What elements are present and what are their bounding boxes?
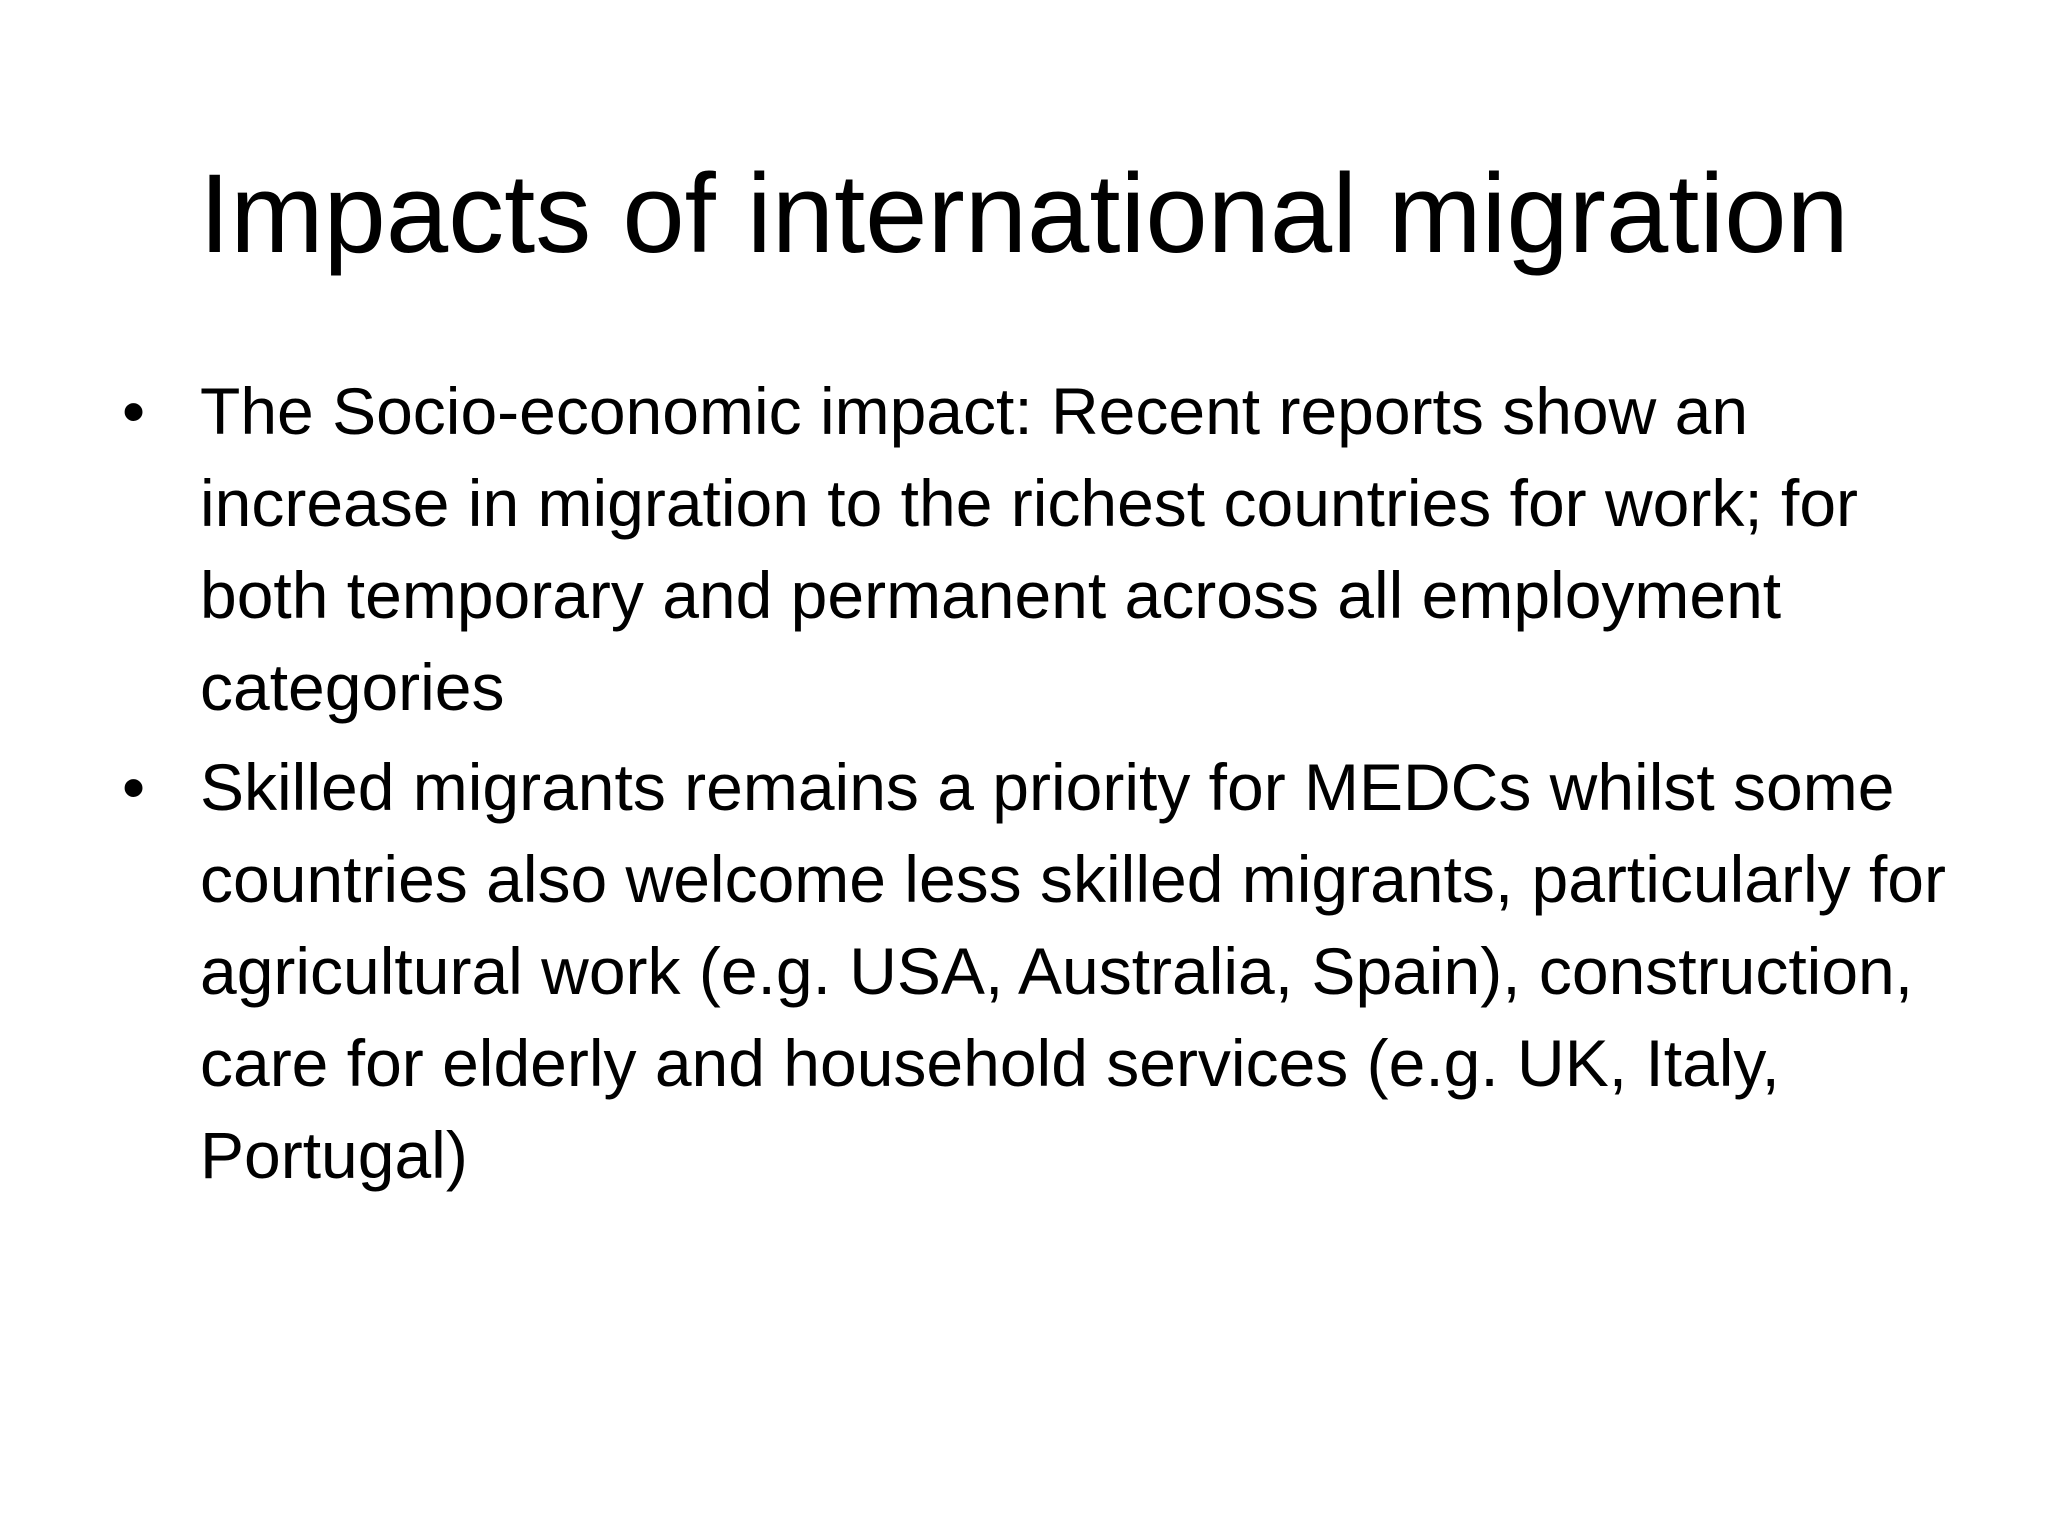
bullet-dot-icon: • (122, 374, 146, 448)
bullet-item (120, 741, 2000, 1201)
bullet-dot-icon: • (122, 750, 146, 824)
bullet-text: Skilled migrants remains a priority for MEDCs whilst some countries also welcome less skilled migrants, particularly for agricultural work (e.g. USA, Australia, Spain), construction, care for elderly and household services (e.g. UK, Italy, Portugal) (200, 750, 1946, 1192)
bullet-list (120, 365, 2000, 1209)
slide-title: Impacts of international migration (199, 151, 1849, 276)
bullet-text: The Socio-economic impact: Recent reports show an increase in migration to the richest countries for work; for both temporary and permanent across all employment categories (200, 374, 1859, 724)
bullet-item (120, 365, 2000, 733)
